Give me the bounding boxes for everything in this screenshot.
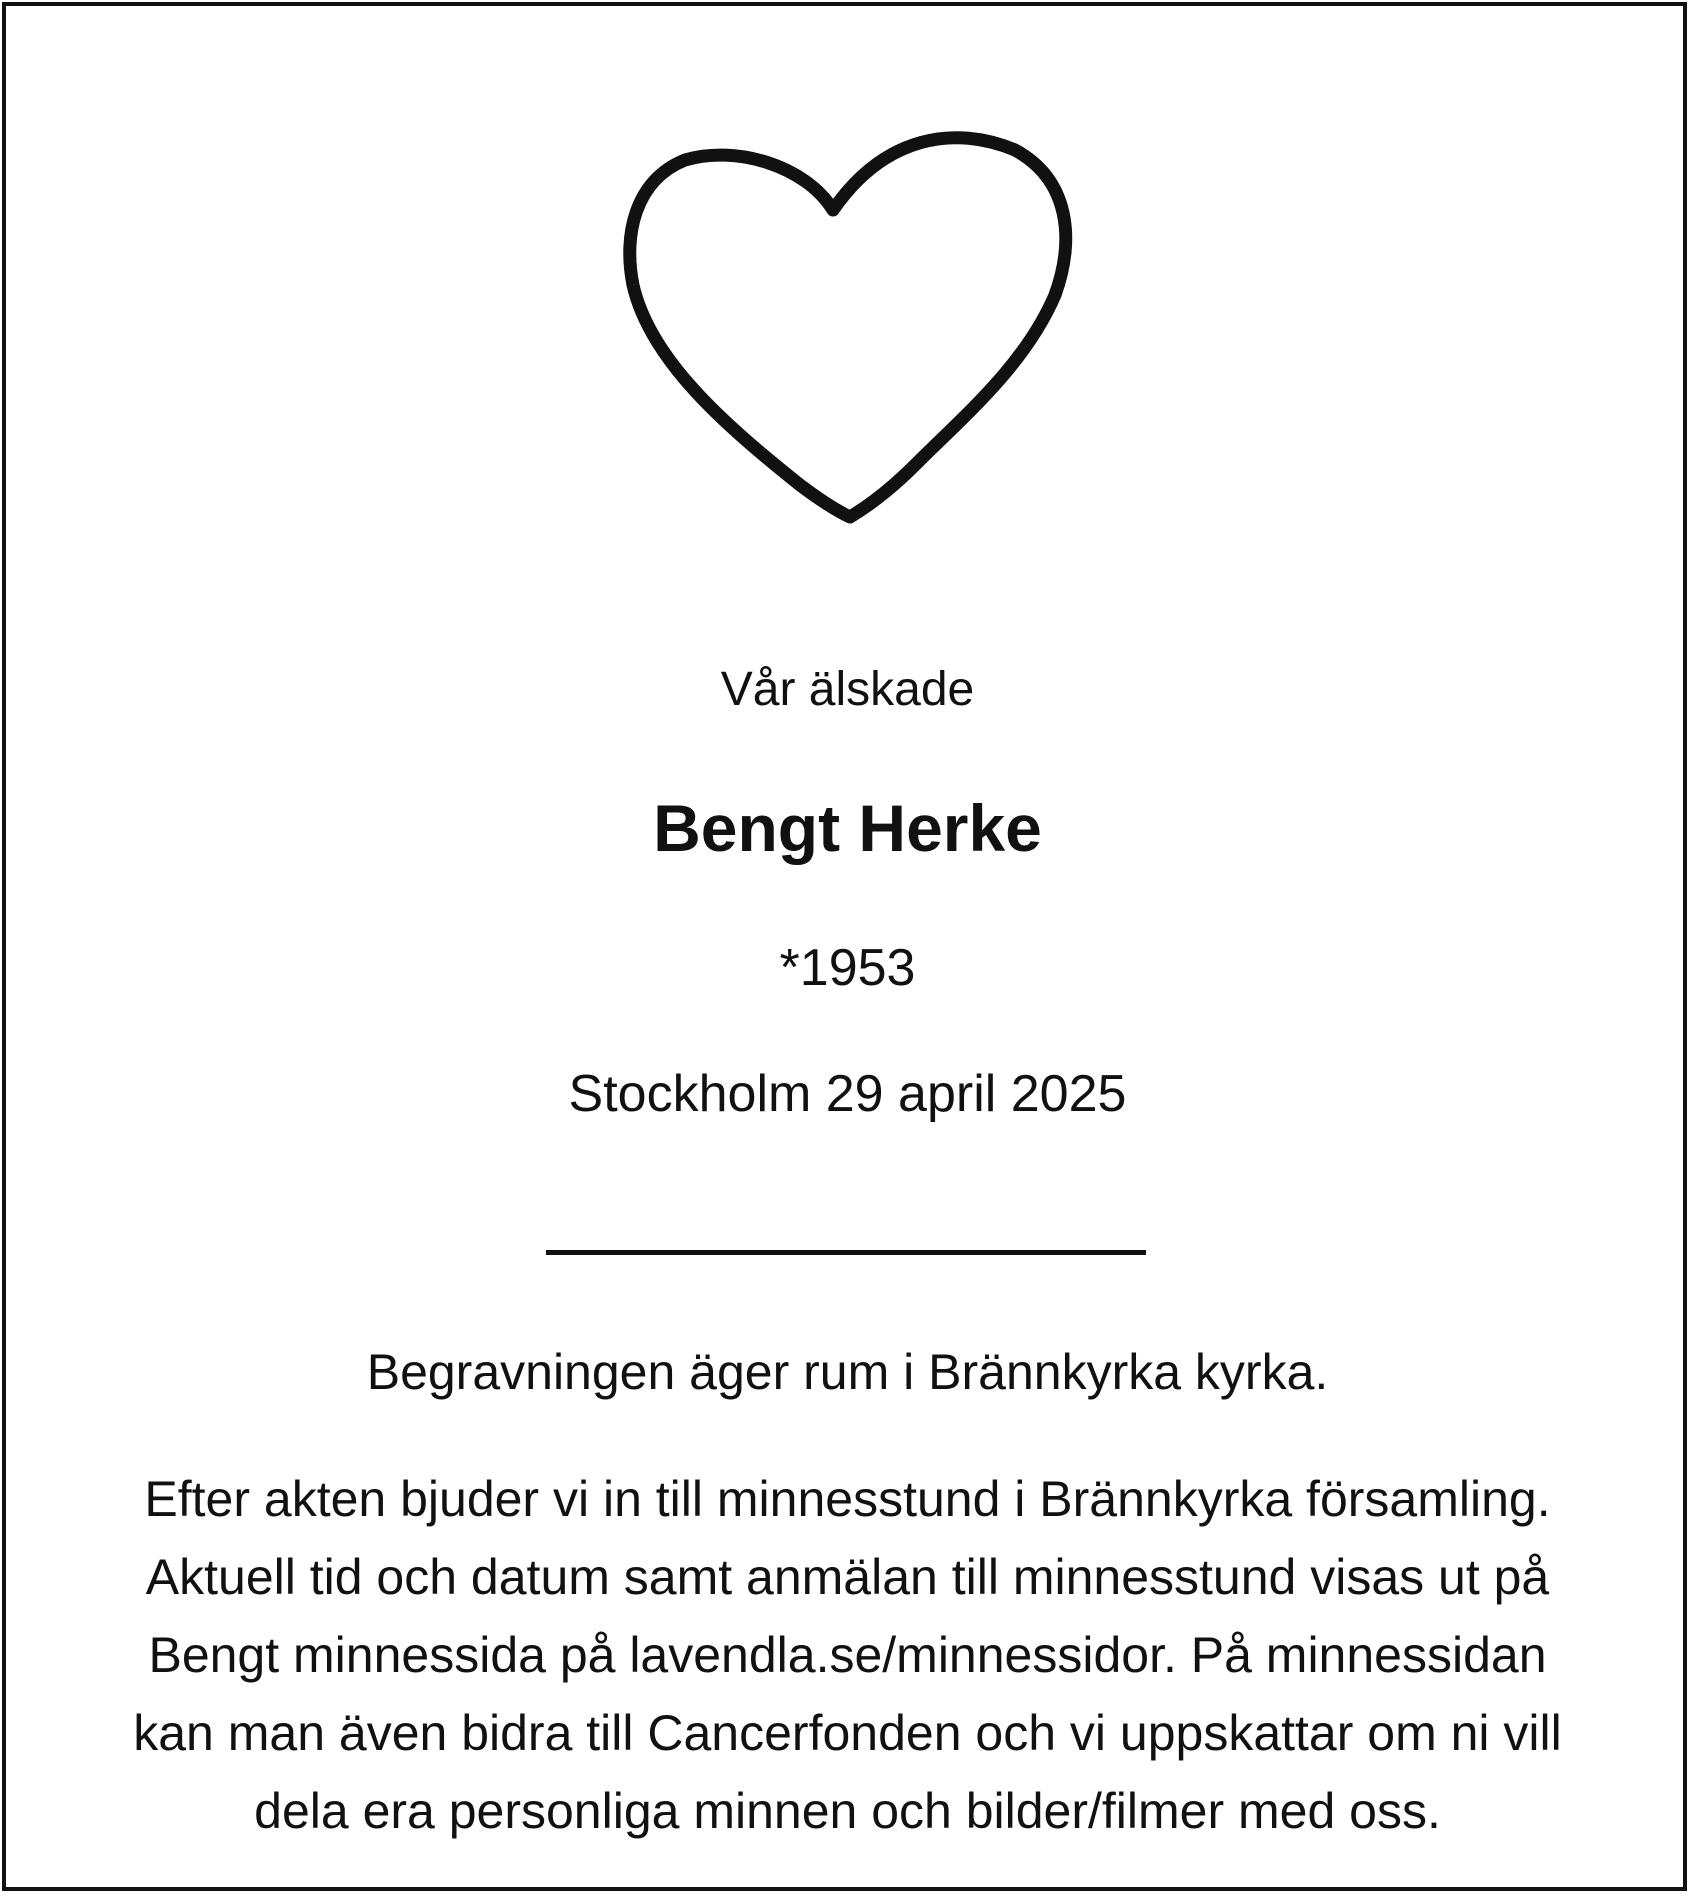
memorial-line: kan man även bidra till Cancerfonden och vi uppskattar om ni vill bbox=[133, 1705, 1562, 1761]
deceased-name: Bengt Herke bbox=[653, 791, 1042, 865]
funeral-info: Begravningen äger rum i Brännkyrka kyrka. bbox=[366, 1344, 1329, 1400]
heart-outline bbox=[630, 138, 1066, 517]
heart-icon bbox=[615, 125, 1075, 535]
divider-line bbox=[546, 1250, 1146, 1255]
place-and-date: Stockholm 29 april 2025 bbox=[568, 1065, 1127, 1123]
memorial-text bbox=[20, 1460, 1675, 1850]
memorial-line: Bengt minnessida på lavendla.se/minnessidor. På minnessidan bbox=[148, 1627, 1547, 1683]
memorial-line: Efter akten bjuder vi in till minnesstund i Brännkyrka församling. bbox=[144, 1471, 1551, 1527]
birth-year: *1953 bbox=[779, 939, 916, 997]
memorial-line: dela era personliga minnen och bilder/filmer med oss. bbox=[254, 1783, 1441, 1839]
memorial-line: Aktuell tid och datum samt anmälan till minnesstund visas ut på bbox=[145, 1549, 1550, 1605]
intro-text: Vår älskade bbox=[720, 663, 975, 716]
